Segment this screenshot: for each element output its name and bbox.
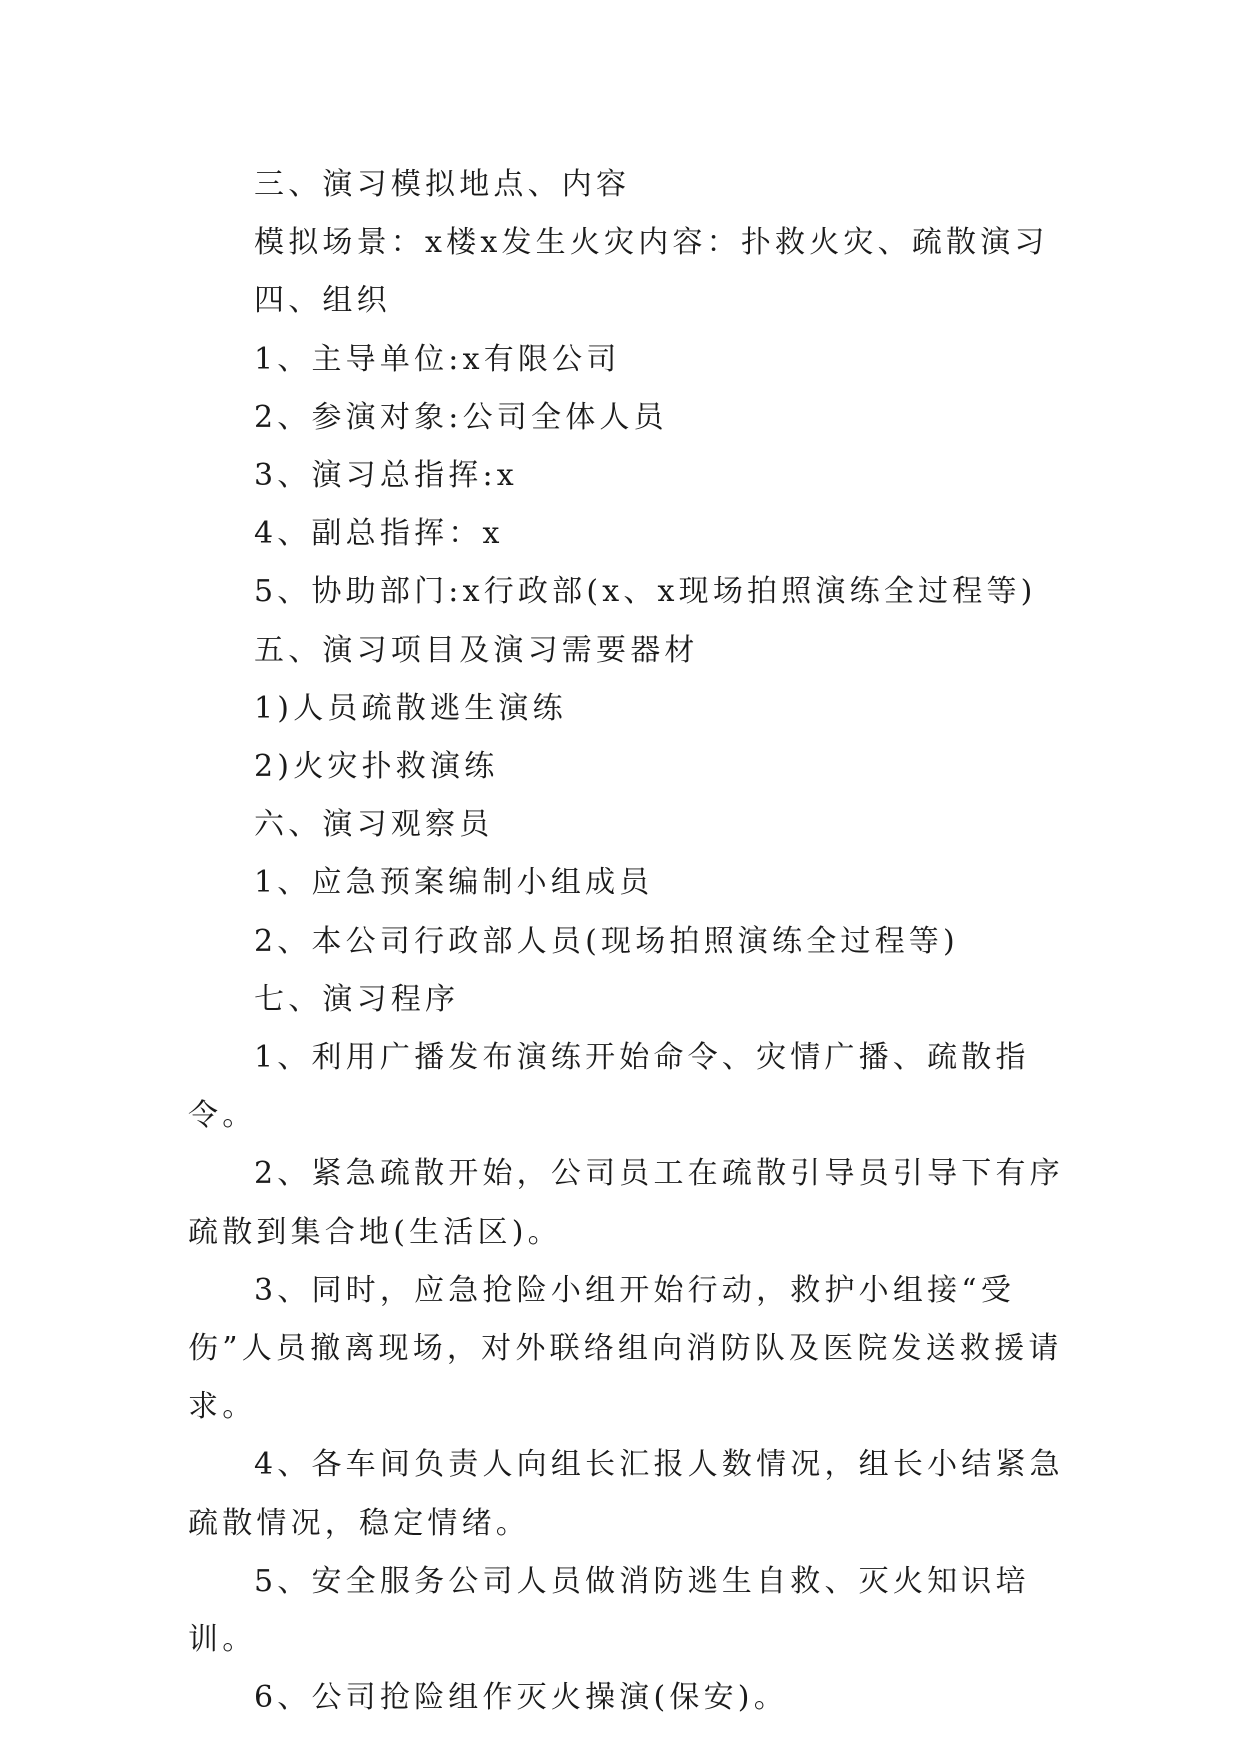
list-item: 5、安全服务公司人员做消防逃生自救、灭火知识培训。 — [188, 1563, 1030, 1658]
list-item: 2、紧急疏散开始，公司员工在疏散引导员引导下有序疏散到集合地(生活区)。 — [188, 1156, 1064, 1250]
section-heading-4: 四、组织 — [254, 283, 391, 319]
list-item: 2、本公司行政部人员(现场拍照演练全过程等) — [254, 923, 959, 959]
list-item: 3、同时，应急抢险小组开始行动，救护小组接“受伤”人员撤离现场，对外联络组向消防队及医院发送救援请求。 — [188, 1272, 1063, 1425]
section-heading-5: 五、演习项目及演习需要器材 — [254, 632, 699, 668]
list-item: 4、副总指挥：x — [254, 516, 504, 552]
section-heading-7: 七、演习程序 — [254, 981, 460, 1017]
section-heading-3: 三、演习模拟地点、内容 — [254, 167, 631, 202]
list-item: 3、演习总指挥:x — [254, 458, 518, 494]
list-item: 2、参演对象:公司全体人员 — [254, 399, 668, 435]
list-item: 1)人员疏散逃生演练 — [254, 690, 567, 726]
list-item: 6、公司抢险组作灭火操演(保安)。 — [254, 1680, 788, 1716]
paragraph: 模拟场景：x楼x发生火灾内容：扑救火灾、疏散演习 — [254, 225, 1049, 261]
list-item: 1、利用广播发布演练开始命令、灾情广播、疏散指令。 — [188, 1040, 1030, 1134]
list-item: 2)火灾扑救演练 — [254, 749, 499, 785]
list-item: 4、各车间负责人向组长汇报人数情况，组长小结紧急疏散情况，稳定情绪。 — [188, 1447, 1064, 1541]
list-item: 1、应急预案编制小组成员 — [254, 865, 654, 901]
list-item: 1、主导单位:x有限公司 — [254, 341, 621, 377]
section-heading-6: 六、演习观察员 — [254, 807, 494, 843]
list-item: 5、协助部门:x行政部(x、x现场拍照演练全过程等) — [254, 574, 1037, 610]
document-body — [188, 156, 1068, 1727]
